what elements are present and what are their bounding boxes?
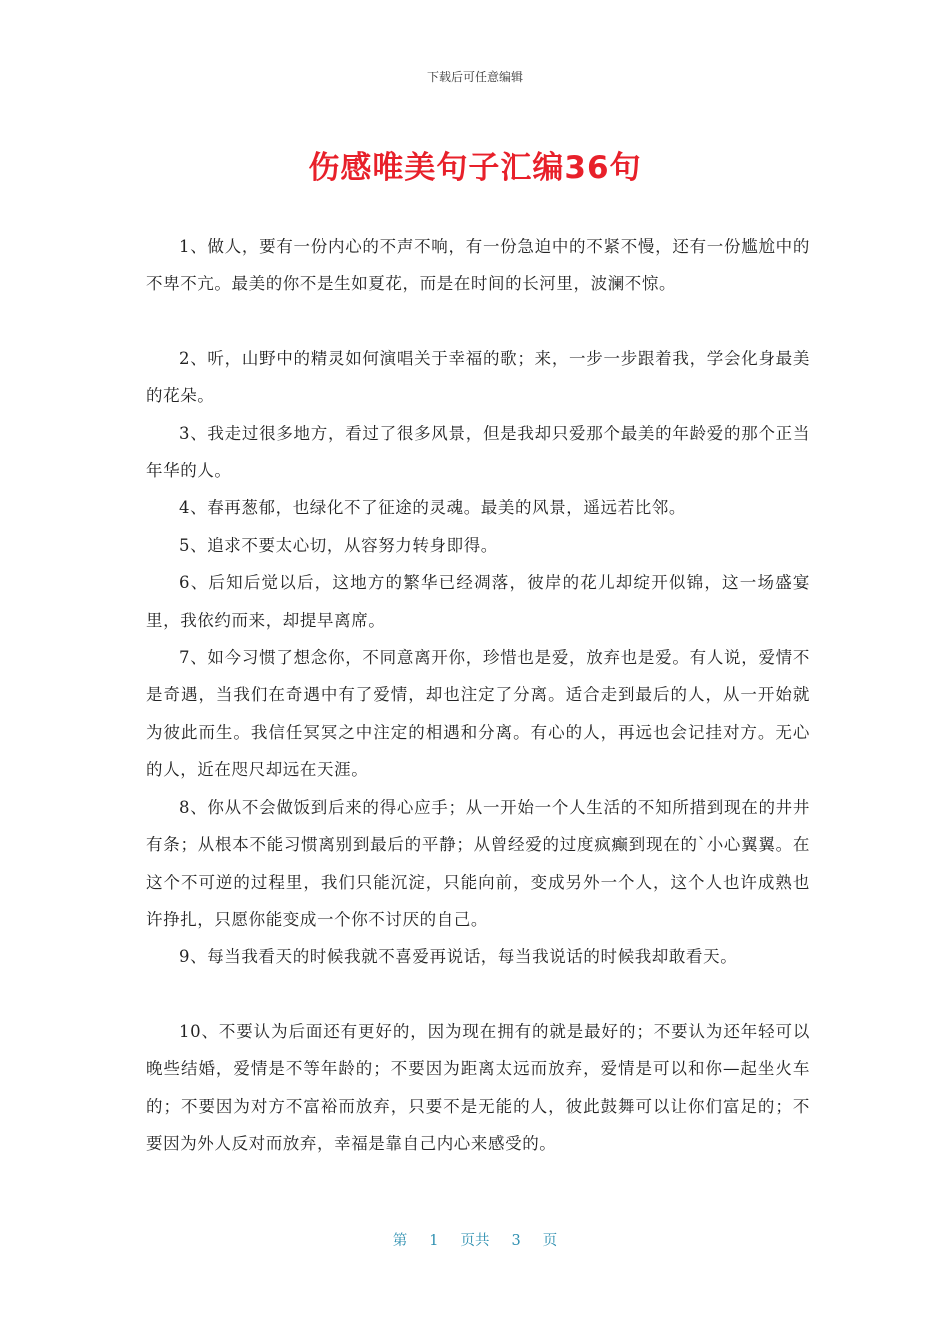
page-current: 1 xyxy=(429,1233,439,1249)
paragraph-1: 1、做人，要有一份内心的不声不响，有一份急迫中的不紧不慢，还有一份尴尬中的不卑不亢。最美的你不是生如夏花，而是在时间的长河里，波澜不惊。 xyxy=(146,237,810,294)
paragraph-8: 8、你从不会做饭到后来的得心应手；从一开始一个人生活的不知所措到现在的井井有条；从根本不能习惯离别到最后的平静；从曾经爱的过度疯癫到现在的`小心翼翼。在这个不可逆的过程里，我们只能沉淀，只能向前，变成另外一个人，这个人也许成熟也许挣扎，只愿你能变成一个你不讨厌的自己。 xyxy=(146,797,810,929)
document-body xyxy=(146,228,810,1162)
header-note: 下载后可任意编辑 xyxy=(426,70,523,84)
paragraph-5: 5、追求不要太心切，从容努力转身即得。 xyxy=(179,535,498,555)
paragraph-6: 6、后知后觉以后，这地方的繁华已经凋落，彼岸的花儿却绽开似锦，这一场盛宴里，我依约而来，却提早离席。 xyxy=(146,573,810,630)
paragraph-9: 9、每当我看天的时候我就不喜爱再说话，每当我说话的时候我却敢看天。 xyxy=(179,947,738,967)
paragraph-7: 7、如今习惯了想念你，不同意离开你，珍惜也是爱，放弃也是爱。有人说，爱情不是奇遇，当我们在奇遇中有了爱情，却也注定了分离。适合走到最后的人，从一开始就为彼此而生。我信任冥冥之中注定的相遇和分离。有心的人，再远也会记挂对方。无心的人，近在咫尺却远在天涯。 xyxy=(146,648,810,780)
paragraph-10: 10、不要认为后面还有更好的，因为现在拥有的就是最好的；不要认为还年轻可以晚些结婚，爱情是不等年龄的；不要因为距离太远而放弃，爱情是可以和你—起坐火车的；不要因为对方不富裕而放弃，只要不是无能的人，彼此鼓舞可以让你们富足的；不要因为外人反对而放弃，幸福是靠自己内心来感受的。 xyxy=(146,1021,810,1153)
paragraph-2: 2、听，山野中的精灵如何演唱关于幸福的歌；来，一步一步跟着我，学会化身最美的花朵。 xyxy=(146,348,810,406)
page-suffix: 页 xyxy=(542,1233,558,1249)
paragraph-4: 4、春再葱郁，也绿化不了征途的灵魂。最美的风景，遥远若比邻。 xyxy=(179,498,686,518)
page-middle: 页共 xyxy=(460,1233,490,1249)
page-prefix: 第 xyxy=(392,1233,408,1249)
paragraph-3: 3、我走过很多地方，看过了很多风景，但是我却只爱那个最美的年龄爱的那个正当年华的人。 xyxy=(146,423,810,481)
page-total: 3 xyxy=(511,1233,521,1249)
document-title: 伤感唯美句子汇编36句 xyxy=(308,150,642,186)
page-footer xyxy=(0,1229,950,1250)
